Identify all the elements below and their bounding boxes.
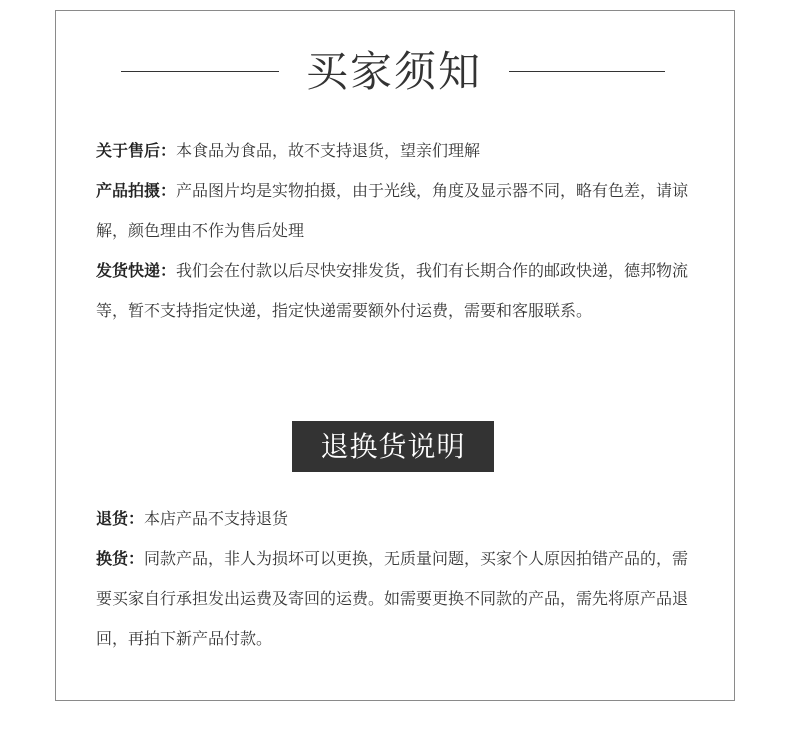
returns-section xyxy=(96,499,696,659)
exchange-policy-text: 同款产品，非人为损坏可以更换，无质量问题，买家个人原因拍错产品的，需要买家自行承担发出运费及寄回的运费。如需要更换不同款的产品，需先将原产品退回，再拍下新产品付款。 xyxy=(96,549,689,648)
shipping-paragraph xyxy=(96,251,696,331)
page-title: 买家须知 xyxy=(305,47,482,96)
after-sales-text: 本食品为食品，故不支持退货，望亲们理解 xyxy=(176,141,481,160)
title-divider-left xyxy=(121,71,279,72)
return-policy-text: 本店产品不支持退货 xyxy=(144,509,289,528)
shipping-label: 发货快递： xyxy=(96,261,177,280)
return-policy-paragraph xyxy=(96,499,696,539)
title-divider-right xyxy=(509,71,665,72)
product-photos-paragraph xyxy=(96,171,696,251)
return-policy-label: 退货： xyxy=(96,509,145,528)
product-photos-text: 产品图片均是实物拍摄，由于光线，角度及显示器不同，略有色差，请谅解，颜色理由不作为售后处理 xyxy=(96,181,689,240)
exchange-policy-paragraph xyxy=(96,539,696,659)
product-photos-label: 产品拍摄： xyxy=(96,181,177,200)
after-sales-label: 关于售后： xyxy=(96,141,177,160)
shipping-text: 我们会在付款以后尽快安排发货，我们有长期合作的邮政快递，德邦物流等，暂不支持指定快递，指定快递需要额外付运费，需要和客服联系。 xyxy=(96,261,689,320)
after-sales-paragraph xyxy=(96,131,696,171)
buyer-notice-section xyxy=(96,131,696,331)
exchange-policy-label: 换货： xyxy=(96,549,145,568)
title-row xyxy=(0,0,790,140)
returns-section-title: 退换货说明 xyxy=(292,421,494,472)
